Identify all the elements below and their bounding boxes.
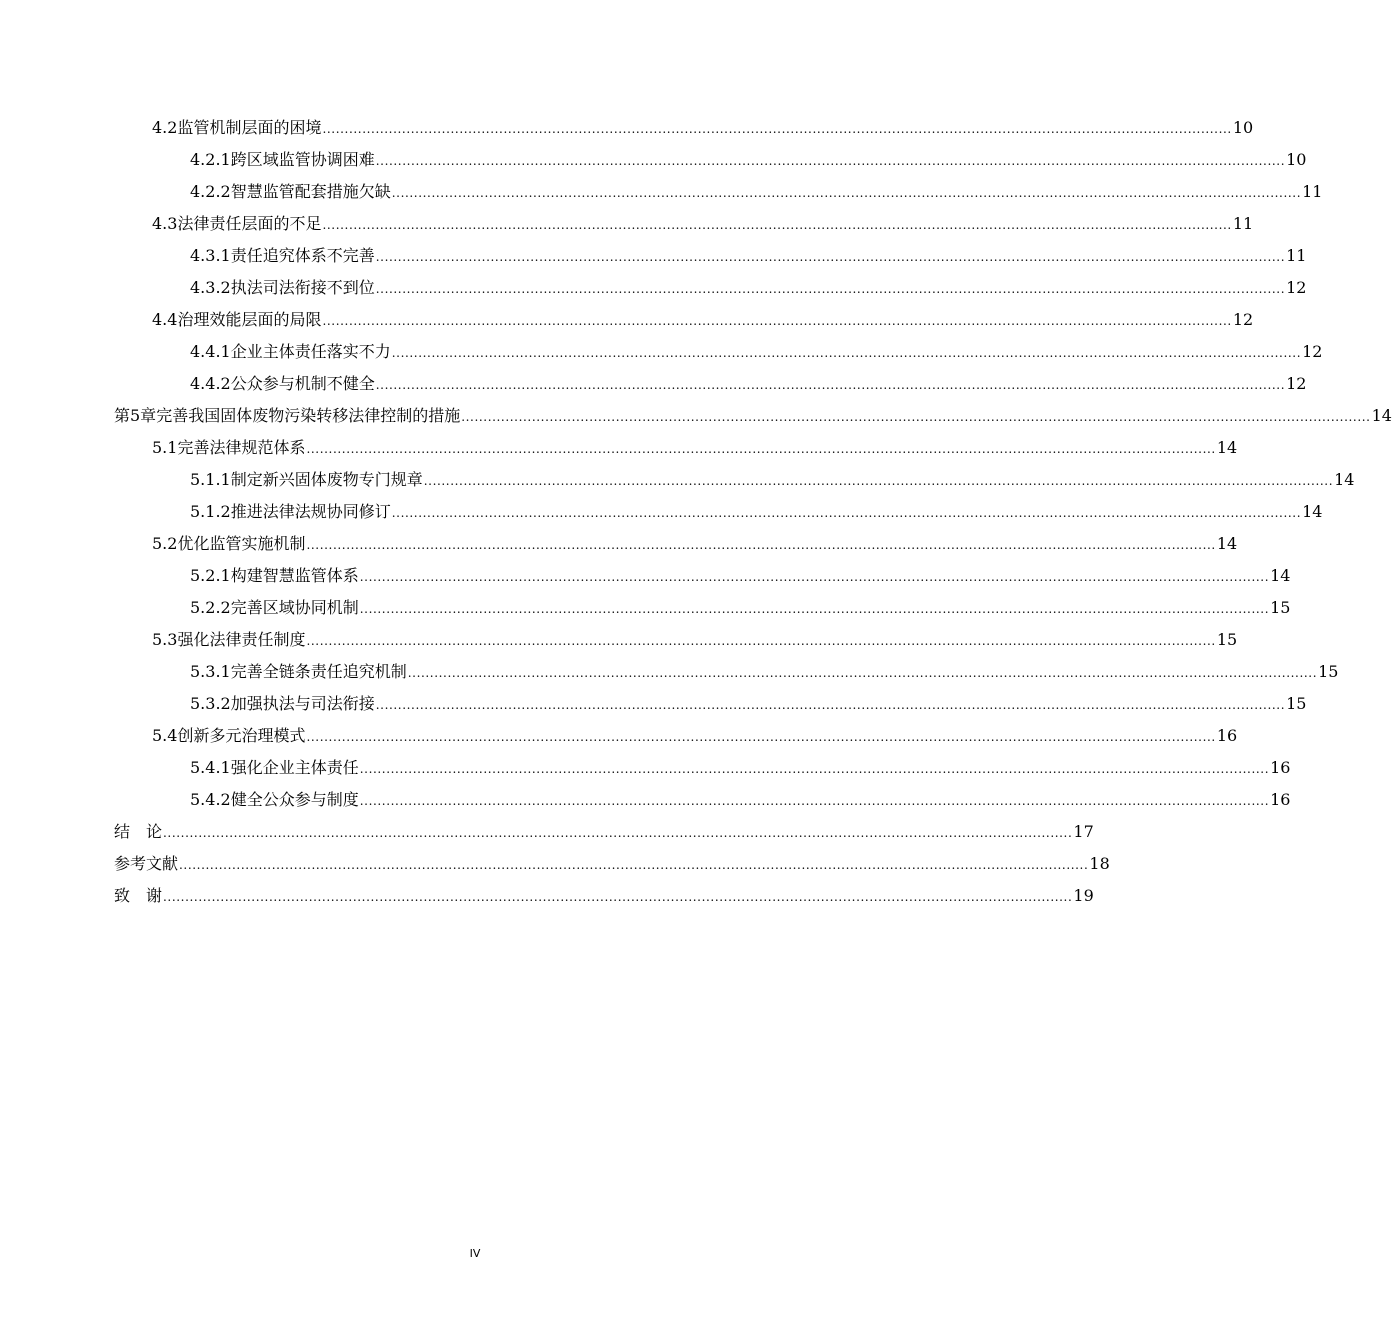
toc-entry-number: 4.2.1 xyxy=(190,150,231,169)
toc-entry-page: 14 xyxy=(1371,406,1392,425)
toc-entry-page: 17 xyxy=(1073,822,1094,841)
toc-entry-page: 12 xyxy=(1286,374,1307,393)
toc-entry-title: 法律责任层面的不足 xyxy=(177,214,322,233)
toc-entry-title: 参考文献 xyxy=(114,854,179,873)
toc-entry-page: 12 xyxy=(1232,310,1254,329)
toc-entry-title: 执法司法衔接不到位 xyxy=(230,278,375,297)
toc-entry-page: 14 xyxy=(1216,438,1238,457)
toc-entry-number: 5.3.2 xyxy=(190,694,231,713)
toc-entry-page: 15 xyxy=(1216,630,1238,649)
toc-entry[interactable] xyxy=(190,274,1307,298)
toc-entry-title: 完善我国固体废物污染转移法律控制的措施 xyxy=(156,406,461,425)
toc-dot-leader: .............................................................................................................................................................................................................. xyxy=(163,826,1073,840)
toc-entry-page: 16 xyxy=(1270,758,1291,777)
toc-entry[interactable] xyxy=(190,562,1291,586)
toc-dot-leader: .............................................................................................................................................................................................................. xyxy=(322,218,1232,232)
toc-entry-page: 14 xyxy=(1302,502,1323,521)
toc-entry-number: 5.2.1 xyxy=(190,566,231,585)
toc-dot-leader: .............................................................................................................................................................................................................. xyxy=(359,762,1270,776)
toc-entry-number: 5.1.1 xyxy=(190,470,231,489)
toc-dot-leader: .............................................................................................................................................................................................................. xyxy=(359,570,1270,584)
toc-entry-page: 15 xyxy=(1318,662,1339,681)
toc-entry-page: 10 xyxy=(1286,150,1307,169)
toc-entry-page: 11 xyxy=(1286,246,1307,265)
toc-dot-leader: .............................................................................................................................................................................................................. xyxy=(375,154,1286,168)
toc-dot-leader: .............................................................................................................................................................................................................. xyxy=(179,858,1089,872)
toc-dot-leader: .............................................................................................................................................................................................................. xyxy=(322,314,1232,328)
toc-entry[interactable] xyxy=(152,434,1238,458)
toc-entry-title: 加强执法与司法衔接 xyxy=(230,694,375,713)
toc-entry-page: 16 xyxy=(1216,726,1238,745)
toc-dot-leader: .............................................................................................................................................................................................................. xyxy=(423,474,1334,488)
toc-entry-number: 4.3 xyxy=(152,214,178,233)
toc-entry-title: 推进法律法规协同修订 xyxy=(230,502,391,521)
toc-entry[interactable] xyxy=(190,466,1355,490)
toc-entry-number: 4.4.1 xyxy=(190,342,231,361)
toc-dot-leader: .............................................................................................................................................................................................................. xyxy=(306,634,1216,648)
toc-entry-number: 5.1.2 xyxy=(190,502,231,521)
toc-entry-title: 创新多元治理模式 xyxy=(177,726,306,745)
toc-entry-page: 11 xyxy=(1302,182,1323,201)
toc-entry-number: 5.3 xyxy=(152,630,178,649)
toc-entry-page: 14 xyxy=(1334,470,1355,489)
toc-entry-page: 15 xyxy=(1286,694,1307,713)
toc-dot-leader: .............................................................................................................................................................................................................. xyxy=(306,442,1216,456)
toc-entry-number: 5.3.1 xyxy=(190,662,231,681)
toc-entry[interactable] xyxy=(152,626,1238,650)
toc-entry-title: 结 论 xyxy=(114,822,163,841)
toc-dot-leader: .............................................................................................................................................................................................................. xyxy=(322,122,1232,136)
toc-entry-number: 5.2.2 xyxy=(190,598,231,617)
toc-entry-page: 12 xyxy=(1286,278,1307,297)
toc-entry[interactable] xyxy=(114,850,1110,874)
toc-entry-number: 5.4.2 xyxy=(190,790,231,809)
toc-entry[interactable] xyxy=(190,658,1339,682)
toc-entry-number: 5.4.1 xyxy=(190,758,231,777)
toc-entry-page: 14 xyxy=(1270,566,1291,585)
toc-dot-leader: .............................................................................................................................................................................................................. xyxy=(375,282,1286,296)
toc-dot-leader: .............................................................................................................................................................................................................. xyxy=(375,378,1286,392)
toc-entry-title: 公众参与机制不健全 xyxy=(230,374,375,393)
toc-entry[interactable] xyxy=(152,210,1254,234)
toc-entry[interactable] xyxy=(190,338,1323,362)
toc-entry-number: 5.1 xyxy=(152,438,178,457)
toc-entry-page: 12 xyxy=(1302,342,1323,361)
toc-entry-title: 构建智慧监管体系 xyxy=(230,566,359,585)
toc-entry[interactable] xyxy=(190,498,1323,522)
toc-entry-page: 18 xyxy=(1089,854,1110,873)
toc-entry-number: 5.2 xyxy=(152,534,178,553)
toc-entry-page: 15 xyxy=(1270,598,1291,617)
toc-dot-leader: .............................................................................................................................................................................................................. xyxy=(306,730,1216,744)
toc-dot-leader: .............................................................................................................................................................................................................. xyxy=(306,538,1216,552)
toc-entry[interactable] xyxy=(190,594,1291,618)
toc-dot-leader: .............................................................................................................................................................................................................. xyxy=(359,602,1270,616)
toc-entry-page: 11 xyxy=(1232,214,1254,233)
toc-entry-title: 跨区域监管协调困难 xyxy=(230,150,375,169)
toc-entry-number: 4.3.1 xyxy=(190,246,231,265)
toc-dot-leader: .............................................................................................................................................................................................................. xyxy=(391,346,1302,360)
toc-entry-title: 制定新兴固体废物专门规章 xyxy=(230,470,423,489)
toc-entry[interactable] xyxy=(152,722,1238,746)
toc-entry-title: 强化法律责任制度 xyxy=(177,630,306,649)
toc-entry-title: 强化企业主体责任 xyxy=(230,758,359,777)
toc-entry[interactable] xyxy=(152,306,1254,330)
toc-entry-title: 企业主体责任落实不力 xyxy=(230,342,391,361)
toc-entry-page: 14 xyxy=(1216,534,1238,553)
toc-entry-number: 4.2.2 xyxy=(190,182,231,201)
toc-entry[interactable] xyxy=(190,146,1307,170)
toc-entry-title: 完善区域协同机制 xyxy=(230,598,359,617)
toc-entry-title: 监管机制层面的困境 xyxy=(177,118,322,137)
toc-entry[interactable] xyxy=(152,114,1254,138)
toc-entry[interactable] xyxy=(190,786,1291,810)
toc-entry[interactable] xyxy=(190,370,1307,394)
toc-entry-number: 5.4 xyxy=(152,726,178,745)
toc-dot-leader: .............................................................................................................................................................................................................. xyxy=(375,698,1286,712)
toc-entry[interactable] xyxy=(114,402,1392,426)
toc-entry-title: 致 谢 xyxy=(114,886,163,905)
toc-dot-leader: .............................................................................................................................................................................................................. xyxy=(407,666,1318,680)
toc-entry[interactable] xyxy=(190,242,1307,266)
toc-dot-leader: .............................................................................................................................................................................................................. xyxy=(461,410,1371,424)
toc-entry[interactable] xyxy=(190,690,1307,714)
toc-entry-number: 4.4.2 xyxy=(190,374,231,393)
toc-entry-title: 健全公众参与制度 xyxy=(230,790,359,809)
toc-dot-leader: .............................................................................................................................................................................................................. xyxy=(163,890,1073,904)
toc-dot-leader: .............................................................................................................................................................................................................. xyxy=(375,250,1286,264)
toc-entry-title: 优化监管实施机制 xyxy=(177,534,306,553)
toc-entry-title: 完善法律规范体系 xyxy=(177,438,306,457)
page-number: IV xyxy=(469,1247,481,1260)
toc-entry[interactable] xyxy=(190,754,1291,778)
toc-entry[interactable] xyxy=(114,818,1094,842)
toc-entry-title: 治理效能层面的局限 xyxy=(177,310,322,329)
toc-dot-leader: .............................................................................................................................................................................................................. xyxy=(359,794,1270,808)
toc-dot-leader: .............................................................................................................................................................................................................. xyxy=(391,506,1302,520)
toc-entry[interactable] xyxy=(152,530,1238,554)
toc-entry-title: 完善全链条责任追究机制 xyxy=(230,662,407,681)
toc-entry[interactable] xyxy=(114,882,1094,906)
toc-entry-number: 4.2 xyxy=(152,118,178,137)
toc-entry-number: 第5章 xyxy=(114,406,157,425)
toc-entry-number: 4.3.2 xyxy=(190,278,231,297)
toc-dot-leader: .............................................................................................................................................................................................................. xyxy=(391,186,1302,200)
toc-entry-number: 4.4 xyxy=(152,310,178,329)
toc-entry-page: 10 xyxy=(1232,118,1254,137)
toc-entry-title: 智慧监管配套措施欠缺 xyxy=(230,182,391,201)
toc-entry-page: 19 xyxy=(1073,886,1094,905)
toc-entry[interactable] xyxy=(190,178,1323,202)
toc-entry-title: 责任追究体系不完善 xyxy=(230,246,375,265)
toc-entry-page: 16 xyxy=(1270,790,1291,809)
